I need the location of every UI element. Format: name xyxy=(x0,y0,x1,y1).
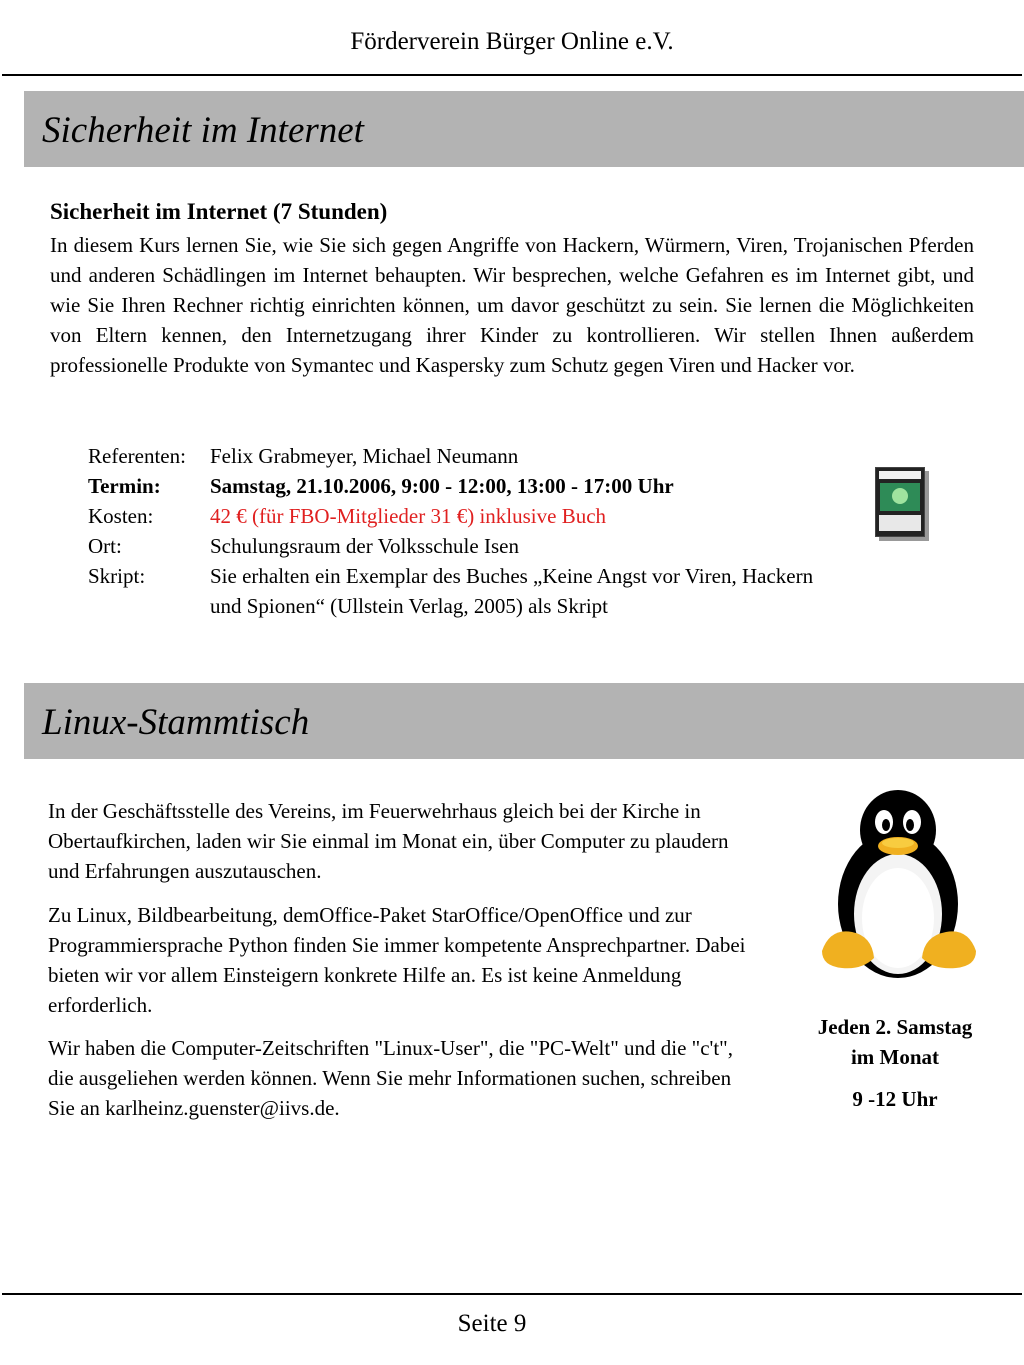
course-description: In diesem Kurs lernen Sie, wie Sie sich gegen Angriffe von Hackern, Würmern, Viren, Trojanischen Pferden und anderen Schädlingen im Internet behaupten. Wir besprechen, welche Gefahren es im Internet gibt, und wie Sie Ihren Rechner richtig einrichten können, um davor geschützt zu sein. Sie lernen die Möglichkeiten von Eltern kennen, den Internetzugang ihrer Kinder zu kontrollieren. Wir stellen Ihnen außerdem professionelle Produkte von Symantec und Kaspersky zum Schutz gegen Viren und Hacker vor. xyxy=(50,233,974,377)
page-header-title: Förderverein Bürger Online e.V. xyxy=(350,28,674,55)
section-banner-linux xyxy=(24,683,1024,759)
section-banner-security xyxy=(24,91,1024,167)
detail-value: Schulungsraum der Volksschule Isen xyxy=(210,534,519,558)
course-title: Sicherheit im Internet (7 Stunden) xyxy=(50,199,388,224)
footer-rule xyxy=(2,1293,1022,1295)
header-rule xyxy=(2,74,1022,76)
detail-label: Kosten: xyxy=(88,504,154,528)
detail-label: Skript: xyxy=(88,564,146,588)
linux-paragraph-2: Zu Linux, Bildbearbeitung, demOffice-Paket StarOffice/OpenOffice und zur Programmiersprache Python finden Sie immer kompetente Ansprechpartner. Dabei bieten wir vor allem Einsteigern konkrete Hilfe an. Es ist keine Anmeldung erforderlich. xyxy=(48,903,746,1017)
linux-paragraph-1: In der Geschäftsstelle des Vereins, im Feuerwehrhaus gleich bei der Kirche in Obertaufkirchen, laden wir Sie einmal im Monat ein, über Computer zu plaudern und Erfahrungen auszutauschen. xyxy=(48,799,729,883)
schedule-time: 9 -12 Uhr xyxy=(852,1087,938,1111)
detail-value: Sie erhalten ein Exemplar des Buches „Keine Angst vor Viren, Hackern xyxy=(210,564,814,588)
section-banner-title: Linux-Stammtisch xyxy=(42,702,310,743)
detail-row-referenten xyxy=(88,441,888,471)
detail-row-kosten xyxy=(88,501,888,531)
section-banner-title: Sicherheit im Internet xyxy=(42,110,364,151)
detail-label: Referenten: xyxy=(88,444,186,468)
linux-paragraph-3: Wir haben die Computer-Zeitschriften "Linux-User", die "PC-Welt" und die "c't", die ausgeliehen werden können. Wenn Sie mehr Informationen suchen, schreiben Sie an karlheinz.guenster@iivs.de. xyxy=(48,1036,734,1120)
detail-row-skript xyxy=(88,561,968,591)
page-number: Seite 9 xyxy=(457,1310,527,1337)
detail-value: und Spionen“ (Ullstein Verlag, 2005) als Skript xyxy=(210,594,608,618)
book-cover-icon xyxy=(875,467,925,537)
detail-value: Felix Grabmeyer, Michael Neumann xyxy=(210,444,519,468)
detail-row-ort xyxy=(88,531,888,561)
schedule-month: im Monat xyxy=(850,1045,940,1069)
detail-label: Ort: xyxy=(88,534,122,558)
detail-value-price: 42 € (für FBO-Mitglieder 31 €) inklusive Buch xyxy=(210,504,607,528)
schedule-day: Jeden 2. Samstag xyxy=(817,1015,973,1039)
detail-value: Samstag, 21.10.2006, 9:00 - 12:00, 13:00 - 17:00 Uhr xyxy=(210,474,674,498)
detail-row-skript-cont xyxy=(88,591,888,621)
tux-penguin-icon xyxy=(812,786,984,984)
detail-row-termin xyxy=(88,471,888,501)
detail-label: Termin: xyxy=(88,474,161,498)
